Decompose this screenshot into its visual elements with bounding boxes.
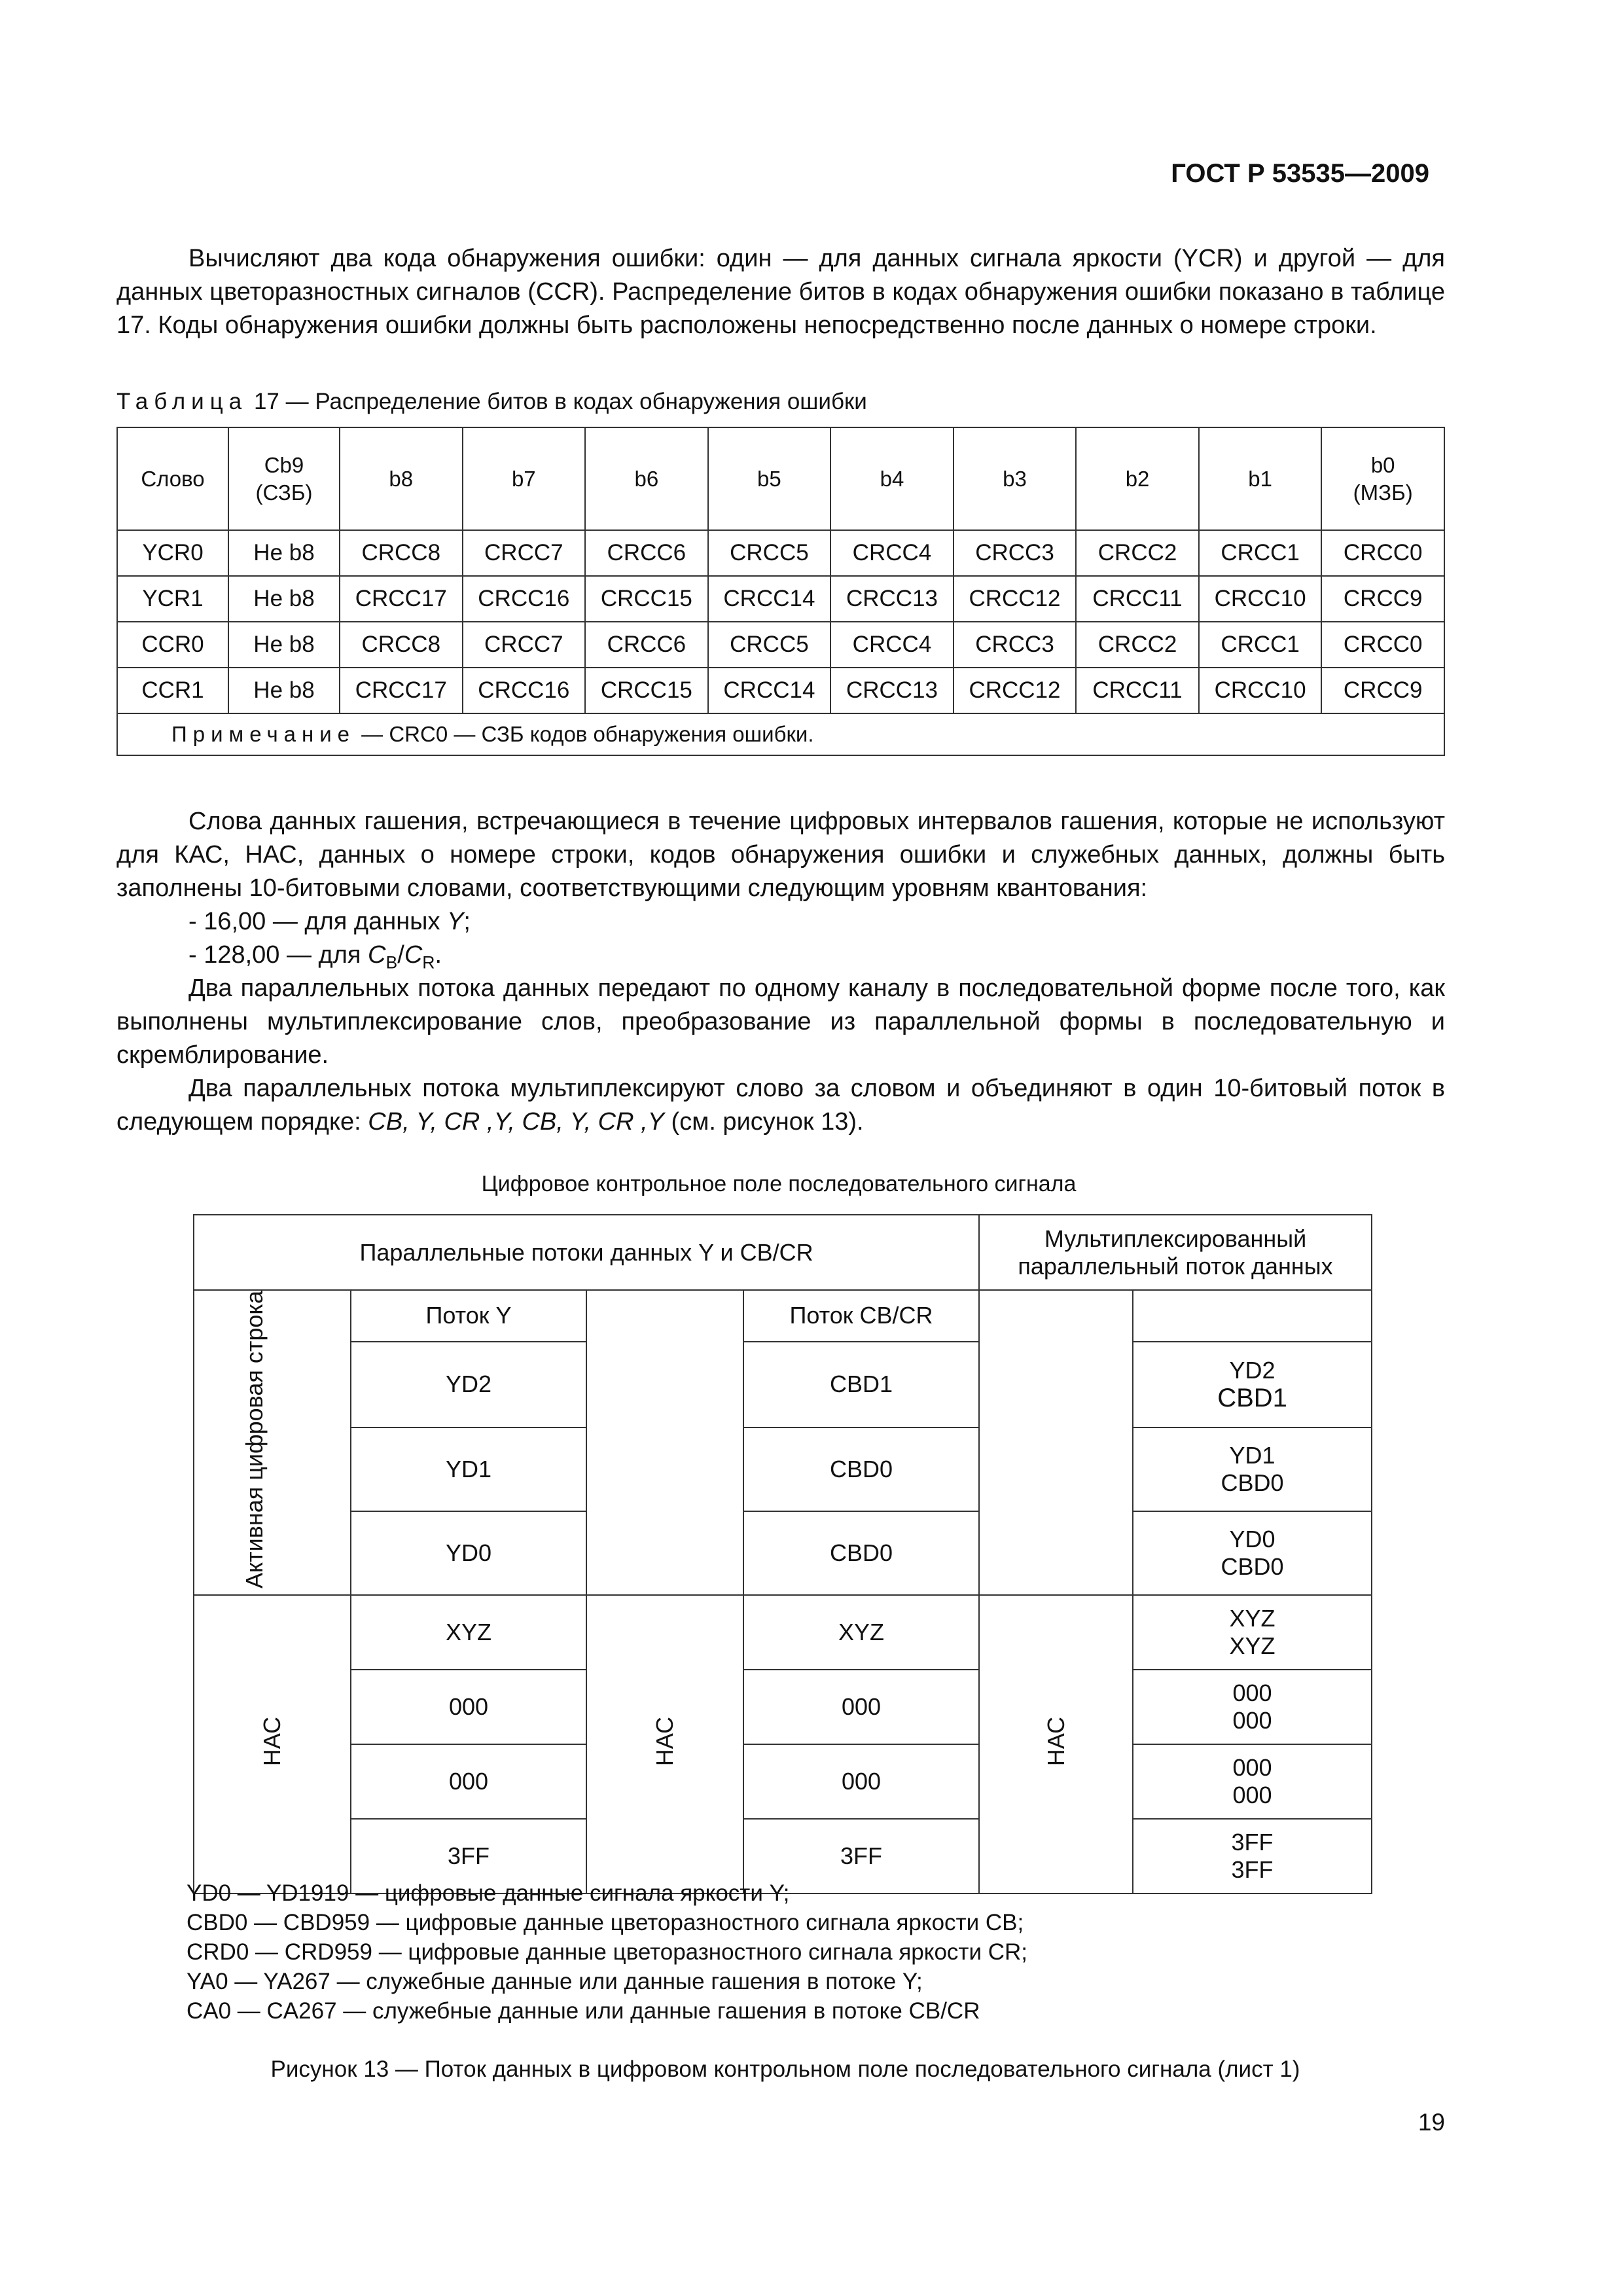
table-cell: CRCC7 xyxy=(463,622,586,668)
table-header-cell: b1 xyxy=(1199,427,1322,530)
table-cell: CRCC16 xyxy=(463,576,586,622)
level-c-prefix: - 128,00 — для xyxy=(188,941,368,969)
table-note xyxy=(117,713,1444,755)
hac-y-cell: 000 xyxy=(351,1670,586,1744)
table-note-text: — CRC0 — СЗБ кодов обнаружения ошибки. xyxy=(355,722,814,746)
table-cell: CRCC4 xyxy=(830,622,954,668)
level-c-sub-r: R xyxy=(422,952,435,973)
table-row xyxy=(117,576,1444,622)
table-cell: CRCC2 xyxy=(1076,530,1199,576)
active-y-cell: YD2 xyxy=(351,1342,586,1427)
table-cell: CRCC14 xyxy=(708,668,831,713)
table-cell: CRCC11 xyxy=(1076,576,1199,622)
serial-paragraph: Два параллельных потока данных передают по одному каналу в последовательной форме после того, как выполнены мультиплексирование слов, преобразование из параллельной формы в последовательную и скремблирование. xyxy=(116,975,1445,1069)
hac-label: НАС xyxy=(1042,1716,1069,1767)
blanking-paragraph: Слова данных гашения, встречающиеся в течение цифровых интервалов гашения, которые не используют для КАС, НАС, данных о номере строки, кодов обнаружения ошибки и служебных данных, должны быть заполнены 10-битовыми словами, соответствующими следующим уровням квантования: xyxy=(116,808,1445,902)
mux-line-1: 000 xyxy=(1232,1679,1272,1707)
table-cell: CRCC0 xyxy=(1321,530,1444,576)
table-cell: CRCC13 xyxy=(830,668,954,713)
hac-mux-cell xyxy=(1133,1670,1372,1744)
table-cell: CRCC10 xyxy=(1199,668,1322,713)
table-cell: CRCC16 xyxy=(463,668,586,713)
table-caption xyxy=(116,389,867,415)
table-cell: Не b8 xyxy=(228,668,340,713)
table-header-row xyxy=(117,427,1444,530)
mux-line-2: 000 xyxy=(1232,1782,1272,1809)
mux-paragraph-suffix: (см. рисунок 13). xyxy=(664,1108,864,1136)
level-c-var-2: C xyxy=(404,941,423,969)
table-cell: CRCC11 xyxy=(1076,668,1199,713)
table-cell: CRCC10 xyxy=(1199,576,1322,622)
legend-item: CBD0 — CBD959 — цифровые данные цветоразностного сигнала яркости CB; xyxy=(187,1910,1024,1935)
table-cell: CRCC12 xyxy=(954,668,1077,713)
hac-mux-cell xyxy=(1133,1819,1372,1893)
table-cell: YCR1 xyxy=(117,576,228,622)
table-cell: CRCC17 xyxy=(340,668,463,713)
table-row xyxy=(117,668,1444,713)
active-mux-cell xyxy=(1133,1342,1372,1427)
hac-label: НАС xyxy=(259,1716,285,1767)
figure-title: Цифровое контрольное поле последовательного сигнала xyxy=(481,1172,1077,1196)
table-cell: CCR0 xyxy=(117,622,228,668)
table-cell: CRCC2 xyxy=(1076,622,1199,668)
active-c-cell: CBD1 xyxy=(743,1342,979,1427)
mux-blank-header xyxy=(1133,1290,1372,1342)
level-y-var: Y xyxy=(447,908,464,935)
table-header-cell: b0 (МЗБ) xyxy=(1321,427,1444,530)
table-cell: CRCC15 xyxy=(585,668,708,713)
table-cell: CRCC9 xyxy=(1321,668,1444,713)
table-caption-label: Таблица xyxy=(116,389,248,414)
table-cell: CRCC8 xyxy=(340,530,463,576)
mux-line-1: 3FF xyxy=(1231,1829,1274,1856)
mux-line-2: CBD0 xyxy=(1221,1552,1284,1580)
mux-active-spacer-cell xyxy=(979,1290,1133,1595)
table-cell: CRCC8 xyxy=(340,622,463,668)
data-flow-figure xyxy=(193,1214,1372,1894)
table-cell: CRCC6 xyxy=(585,530,708,576)
active-mux-cell xyxy=(1133,1427,1372,1511)
table-header-cell: Cb9 (СЗБ) xyxy=(228,427,340,530)
table-header-cell: b5 xyxy=(708,427,831,530)
active-c-cell: CBD0 xyxy=(743,1427,979,1511)
table-cell: CRCC3 xyxy=(954,530,1077,576)
table-header-cell: b2 xyxy=(1076,427,1199,530)
level-c-sub-b: B xyxy=(385,952,398,973)
table-cell: CRCC5 xyxy=(708,622,831,668)
table-cell: CRCC17 xyxy=(340,576,463,622)
table-cell: Не b8 xyxy=(228,622,340,668)
parallel-streams-header: Параллельные потоки данных Y и CB/CR xyxy=(194,1215,979,1290)
table-header-cell: Слово xyxy=(117,427,228,530)
table-cell: CCR1 xyxy=(117,668,228,713)
legend-item: YD0 — YD1919 — цифровые данные сигнала яркости Y; xyxy=(187,1880,790,1906)
hac-y-cell: XYZ xyxy=(351,1595,586,1670)
active-c-cell: CBD0 xyxy=(743,1511,979,1595)
level-y-prefix: - 16,00 — для данных xyxy=(188,908,448,935)
hac-mux-label-cell xyxy=(979,1595,1133,1893)
legend-item: CRD0 — CRD959 — цифровые данные цветоразностного сигнала яркости CR; xyxy=(187,1939,1028,1965)
active-line-label: Активная цифровая строка xyxy=(241,1291,268,1589)
mux-line-1: 000 xyxy=(1232,1754,1272,1782)
table-cell: CRCC13 xyxy=(830,576,954,622)
hac-y-label-cell xyxy=(194,1595,351,1893)
table-cell: CRCC7 xyxy=(463,530,586,576)
table-header-cell: b3 xyxy=(954,427,1077,530)
table-cell: CRCC14 xyxy=(708,576,831,622)
table-row xyxy=(117,530,1444,576)
level-y-suffix: ; xyxy=(463,908,471,935)
table-cell: CRCC6 xyxy=(585,622,708,668)
table-row xyxy=(117,622,1444,668)
hac-y-cell: 000 xyxy=(351,1744,586,1819)
table-header-cell: b7 xyxy=(463,427,586,530)
table-cell: YCR0 xyxy=(117,530,228,576)
mux-stream-header: Мультиплексированный параллельный поток данных xyxy=(979,1215,1372,1290)
table-caption-text: 17 — Распределение битов в кодах обнаружения ошибки xyxy=(253,389,867,414)
table-cell: CRCC12 xyxy=(954,576,1077,622)
mux-line-2: CBD1 xyxy=(1217,1384,1287,1413)
hac-c-cell: 000 xyxy=(743,1670,979,1744)
mux-order: CB, Y, CR ,Y, CB, Y, CR ,Y xyxy=(368,1108,664,1136)
level-c-suffix: . xyxy=(435,941,442,969)
table-header-cell: b8 xyxy=(340,427,463,530)
table-note-label: Примечание xyxy=(171,722,356,746)
level-c-slash: / xyxy=(397,941,404,969)
figure-caption: Рисунок 13 — Поток данных в цифровом контрольном поле последовательного сигнала (лист 1) xyxy=(270,2056,1300,2082)
hac-c-label-cell xyxy=(586,1595,743,1893)
mux-paragraph-text: Два параллельных потока мультиплексируют слово за словом и объединяют в один 10-битовый поток в следующем порядке: xyxy=(116,1075,1445,1136)
legend-item: CA0 — CA267 — служебные данные или данные гашения в потоке CB/CR xyxy=(187,1998,980,2024)
table-cell: CRCC15 xyxy=(585,576,708,622)
stream-c-header: Поток CB/CR xyxy=(743,1290,979,1342)
table-note-row xyxy=(117,713,1444,755)
table-cell: CRCC9 xyxy=(1321,576,1444,622)
document-code: ГОСТ Р 53535—2009 xyxy=(1171,159,1429,188)
active-mux-cell xyxy=(1133,1511,1372,1595)
legend-item: YA0 — YA267 — служебные данные или данные гашения в потоке Y; xyxy=(187,1969,923,1994)
table-cell: CRCC5 xyxy=(708,530,831,576)
active-y-cell: YD1 xyxy=(351,1427,586,1511)
mux-line-1: YD2 xyxy=(1229,1357,1275,1384)
active-spacer-cell xyxy=(586,1290,743,1595)
mux-line-2: XYZ xyxy=(1229,1632,1275,1660)
table-cell: Не b8 xyxy=(228,576,340,622)
table-cell: CRCC1 xyxy=(1199,530,1322,576)
hac-c-cell: XYZ xyxy=(743,1595,979,1670)
mux-line-1: YD1 xyxy=(1229,1441,1275,1469)
hac-label: НАС xyxy=(651,1716,678,1767)
table-cell: CRCC0 xyxy=(1321,622,1444,668)
hac-mux-cell xyxy=(1133,1744,1372,1819)
hac-c-cell: 000 xyxy=(743,1744,979,1819)
intro-paragraph: Вычисляют два кода обнаружения ошибки: один — для данных сигнала яркости (YCR) и другой — для данных цветоразностных сигналов (CCR). Распределение битов в кодах обнаружения ошибки показано в таблице 17. Коды обнаружения ошибки должны быть расположены непосредственно после данных о номере строки. xyxy=(116,245,1445,339)
table-cell: CRCC1 xyxy=(1199,622,1322,668)
active-line-cell xyxy=(194,1290,351,1595)
mux-line-1: YD0 xyxy=(1229,1525,1275,1552)
mux-line-2: CBD0 xyxy=(1221,1469,1284,1496)
stream-y-header: Поток Y xyxy=(351,1290,586,1342)
table-cell: CRCC3 xyxy=(954,622,1077,668)
error-code-table xyxy=(116,427,1445,756)
hac-y-cell: 3FF xyxy=(351,1819,586,1893)
mux-line-2: 000 xyxy=(1232,1707,1272,1734)
hac-c-cell: 3FF xyxy=(743,1819,979,1893)
figure-legend xyxy=(187,1878,1027,2026)
table-header-cell: b6 xyxy=(585,427,708,530)
mux-line-1: XYZ xyxy=(1229,1605,1275,1632)
level-c-var: C xyxy=(368,941,386,969)
mux-line-2: 3FF xyxy=(1231,1856,1274,1884)
level-y-item xyxy=(188,905,471,939)
hac-mux-cell xyxy=(1133,1595,1372,1670)
active-y-cell: YD0 xyxy=(351,1511,586,1595)
page-number: 19 xyxy=(1418,2109,1445,2136)
mux-paragraph xyxy=(116,1072,1445,1139)
table-cell: Не b8 xyxy=(228,530,340,576)
table-cell: CRCC4 xyxy=(830,530,954,576)
table-header-cell: b4 xyxy=(830,427,954,530)
